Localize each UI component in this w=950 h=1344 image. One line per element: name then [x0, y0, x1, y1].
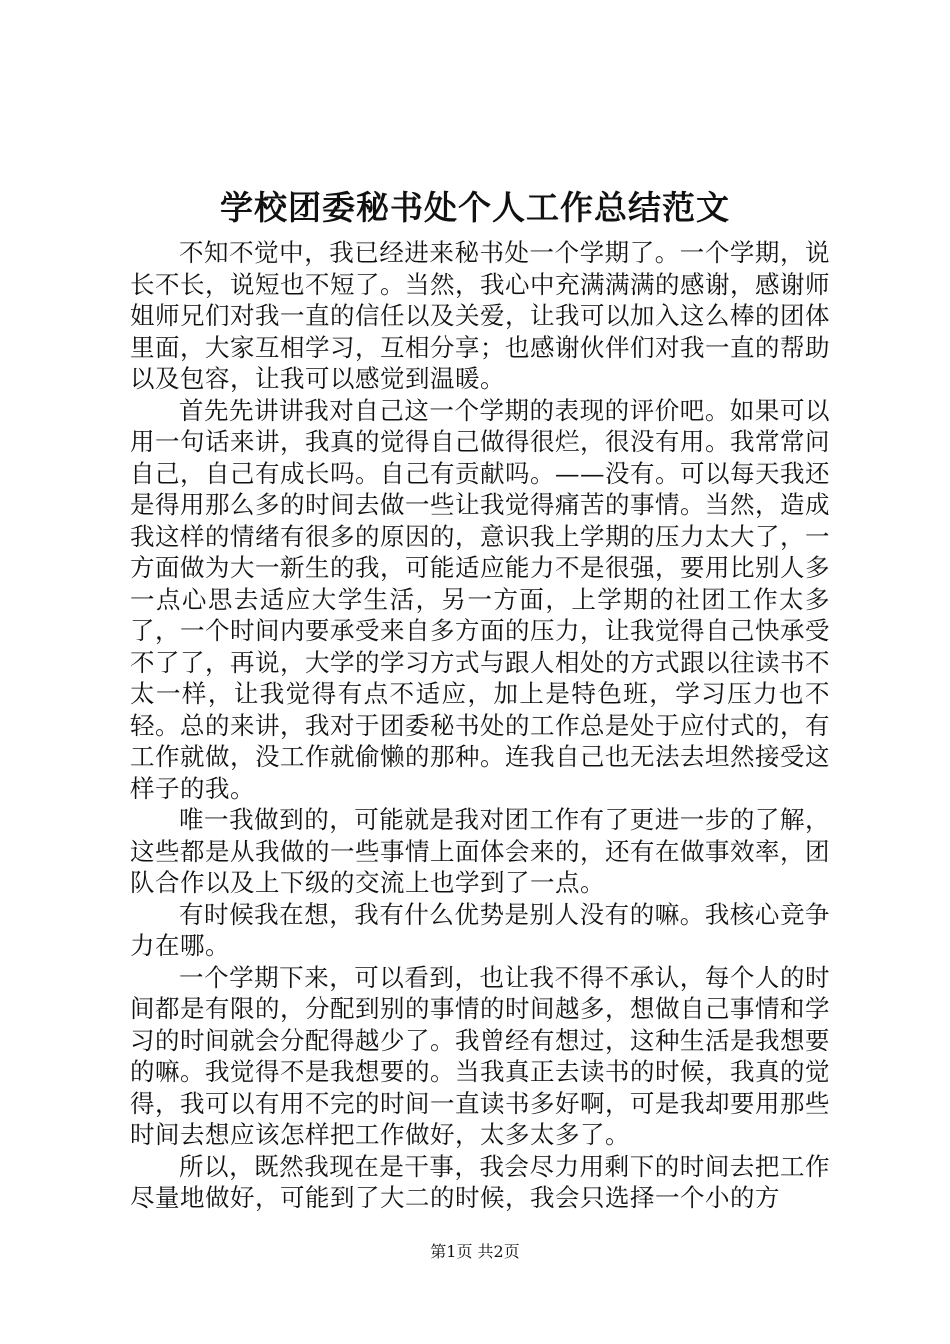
- paragraph: 所以，既然我现在是干事，我会尽力用剩下的时间去把工作尽量地做好，可能到了大二的时候，我会只选择一个小的方: [130, 1151, 830, 1212]
- paragraph: 一个学期下来，可以看到，也让我不得不承认，每个人的时间都是有限的，分配到别的事情的时间越多，想做自己事情和学习的时间就会分配得越少了。我曾经有想过，这种生活是我想要的嘛。我觉得不是我想要的。当我真正去读书的时候，我真的觉得，我可以有用不完的时间一直读书多好啊，可是我却要用那些时间去想应该怎样把工作做好，太多太多了。: [130, 962, 830, 1149]
- paragraph: 唯一我做到的，可能就是我对团工作有了更进一步的了解，这些都是从我做的一些事情上面体会来的，还有在做事效率，团队合作以及上下级的交流上也学到了一点。: [130, 805, 830, 897]
- paragraph: 首先先讲讲我对自己这一个学期的表现的评价吧。如果可以用一句话来讲，我真的觉得自己做得很烂，很没有用。我常常问自己，自己有成长吗。自己有贡献吗。——没有。可以每天我还是得用那么多的时间去做一些让我觉得痛苦的事情。当然，造成我这样的情绪有很多的原因的，意识我上学期的压力太大了，一方面做为大一新生的我，可能适应能力不是很强，要用比别人多一点心思去适应大学生活，另一方面，上学期的社团工作太多了，一个时间内要承受来自多方面的压力，让我觉得自己快承受不了了，再说，大学的学习方式与跟人相处的方式跟以往读书不太一样，让我觉得有点不适应，加上是特色班，学习压力也不轻。总的来讲，我对于团委秘书处的工作总是处于应付式的，有工作就做，没工作就偷懒的那种。连我自己也无法去坦然接受这样子的我。: [130, 395, 830, 803]
- paragraph: 不知不觉中，我已经进来秘书处一个学期了。一个学期，说长不长，说短也不短了。当然，我心中充满满满的感谢，感谢师姐师兄们对我一直的信任以及关爱，让我可以加入这么棒的团体里面，大家互相学习，互相分享；也感谢伙伴们对我一直的帮助以及包容，让我可以感觉到温暖。: [130, 238, 830, 393]
- page-number-footer: 第1页 共2页: [430, 1242, 520, 1261]
- document-body: [130, 237, 830, 1214]
- paragraph: 有时候我在想，我有什么优势是别人没有的嘛。我核心竞争力在哪。: [130, 899, 830, 960]
- document-title: 学校团委秘书处个人工作总结范文: [220, 188, 730, 227]
